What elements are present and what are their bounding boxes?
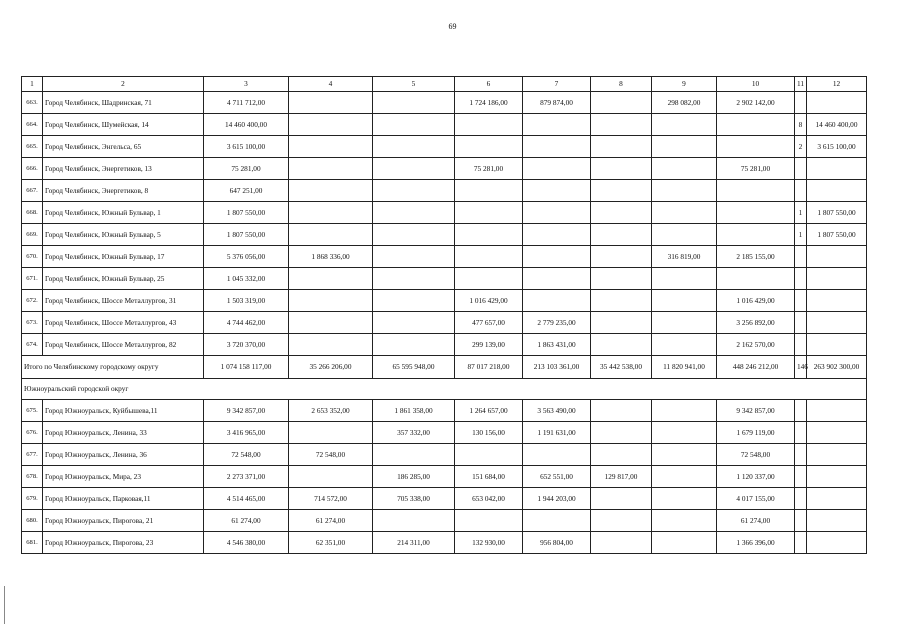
- value-cell-c3: 3 416 965,00: [204, 422, 289, 444]
- value-cell-c12: [807, 180, 867, 202]
- column-number-header: 9: [652, 77, 717, 92]
- value-cell-c9: [652, 290, 717, 312]
- table-row: [22, 334, 867, 356]
- table-row: [22, 444, 867, 466]
- total-value-c8: 35 442 538,00: [591, 356, 652, 379]
- value-cell-c10: [717, 224, 795, 246]
- housing-repair-table: [21, 76, 867, 554]
- column-number-header: 12: [807, 77, 867, 92]
- value-cell-c6: 1 724 186,00: [455, 92, 523, 114]
- value-cell-c3: 9 342 857,00: [204, 400, 289, 422]
- value-cell-c12: [807, 334, 867, 356]
- row-number: 669.: [22, 224, 43, 246]
- value-cell-c7: [523, 444, 591, 466]
- value-cell-c4: [289, 92, 373, 114]
- value-cell-c11: [795, 334, 807, 356]
- total-row: [22, 356, 867, 379]
- value-cell-c4: [289, 334, 373, 356]
- row-number: 679.: [22, 488, 43, 510]
- value-cell-c9: [652, 114, 717, 136]
- address-cell: Город Челябинск, Южный Бульвар, 1: [43, 202, 204, 224]
- value-cell-c8: 129 817,00: [591, 466, 652, 488]
- value-cell-c6: [455, 444, 523, 466]
- value-cell-c7: 879 874,00: [523, 92, 591, 114]
- value-cell-c6: [455, 114, 523, 136]
- value-cell-c12: [807, 488, 867, 510]
- column-number-header: 10: [717, 77, 795, 92]
- row-number: 670.: [22, 246, 43, 268]
- row-number: 681.: [22, 532, 43, 554]
- value-cell-c6: 653 042,00: [455, 488, 523, 510]
- value-cell-c9: [652, 532, 717, 554]
- value-cell-c9: [652, 400, 717, 422]
- value-cell-c7: [523, 268, 591, 290]
- row-number: 675.: [22, 400, 43, 422]
- address-cell: Город Челябинск, Шоссе Металлургов, 43: [43, 312, 204, 334]
- value-cell-c3: 14 460 400,00: [204, 114, 289, 136]
- value-cell-c5: [373, 246, 455, 268]
- value-cell-c5: [373, 510, 455, 532]
- value-cell-c6: 130 156,00: [455, 422, 523, 444]
- address-cell: Город Челябинск, Шумейская, 14: [43, 114, 204, 136]
- address-cell: Город Челябинск, Шадринская, 71: [43, 92, 204, 114]
- column-number-header: 4: [289, 77, 373, 92]
- row-number: 676.: [22, 422, 43, 444]
- value-cell-c4: 62 351,00: [289, 532, 373, 554]
- value-cell-c10: 1 016 429,00: [717, 290, 795, 312]
- value-cell-c7: 956 804,00: [523, 532, 591, 554]
- address-cell: Город Южноуральск, Пирогова, 23: [43, 532, 204, 554]
- value-cell-c9: [652, 312, 717, 334]
- row-number: 677.: [22, 444, 43, 466]
- table-row: [22, 224, 867, 246]
- value-cell-c12: [807, 532, 867, 554]
- value-cell-c11: [795, 158, 807, 180]
- value-cell-c9: [652, 268, 717, 290]
- row-number: 666.: [22, 158, 43, 180]
- value-cell-c8: [591, 224, 652, 246]
- value-cell-c10: 4 017 155,00: [717, 488, 795, 510]
- value-cell-c12: [807, 422, 867, 444]
- value-cell-c9: [652, 180, 717, 202]
- value-cell-c6: 477 657,00: [455, 312, 523, 334]
- value-cell-c8: [591, 488, 652, 510]
- total-value-c5: 65 595 948,00: [373, 356, 455, 379]
- value-cell-c5: [373, 312, 455, 334]
- address-cell: Город Южноуральск, Ленина, 33: [43, 422, 204, 444]
- table-body: [22, 77, 867, 554]
- value-cell-c6: 132 930,00: [455, 532, 523, 554]
- value-cell-c10: [717, 114, 795, 136]
- value-cell-c9: [652, 488, 717, 510]
- row-number: 671.: [22, 268, 43, 290]
- value-cell-c7: [523, 202, 591, 224]
- address-cell: Город Челябинск, Энгельса, 65: [43, 136, 204, 158]
- value-cell-c3: 4 546 380,00: [204, 532, 289, 554]
- row-number: 673.: [22, 312, 43, 334]
- value-cell-c8: [591, 510, 652, 532]
- value-cell-c9: [652, 224, 717, 246]
- total-value-c11: 146: [795, 356, 807, 379]
- value-cell-c11: [795, 466, 807, 488]
- table-row: [22, 180, 867, 202]
- value-cell-c5: 705 338,00: [373, 488, 455, 510]
- address-cell: Город Южноуральск, Ленина, 36: [43, 444, 204, 466]
- value-cell-c12: 14 460 400,00: [807, 114, 867, 136]
- value-cell-c10: [717, 268, 795, 290]
- value-cell-c11: [795, 268, 807, 290]
- value-cell-c6: 151 684,00: [455, 466, 523, 488]
- column-number-header: 3: [204, 77, 289, 92]
- value-cell-c8: [591, 268, 652, 290]
- address-cell: Город Челябинск, Энергетиков, 8: [43, 180, 204, 202]
- address-cell: Город Южноуральск, Парковая,11: [43, 488, 204, 510]
- value-cell-c7: [523, 510, 591, 532]
- value-cell-c9: [652, 466, 717, 488]
- table-row: [22, 488, 867, 510]
- value-cell-c8: [591, 158, 652, 180]
- value-cell-c3: 4 711 712,00: [204, 92, 289, 114]
- value-cell-c5: [373, 180, 455, 202]
- value-cell-c12: [807, 158, 867, 180]
- value-cell-c7: [523, 158, 591, 180]
- value-cell-c12: 3 615 100,00: [807, 136, 867, 158]
- value-cell-c10: 1 120 337,00: [717, 466, 795, 488]
- value-cell-c5: [373, 268, 455, 290]
- value-cell-c8: [591, 246, 652, 268]
- value-cell-c11: [795, 312, 807, 334]
- row-number: 672.: [22, 290, 43, 312]
- value-cell-c4: [289, 466, 373, 488]
- total-label: Итого по Челябинскому городскому округу: [22, 356, 204, 379]
- table-row: [22, 510, 867, 532]
- value-cell-c3: 1 045 332,00: [204, 268, 289, 290]
- value-cell-c9: [652, 422, 717, 444]
- row-number: 663.: [22, 92, 43, 114]
- total-value-c3: 1 074 158 117,00: [204, 356, 289, 379]
- table-row: [22, 532, 867, 554]
- value-cell-c7: [523, 290, 591, 312]
- value-cell-c5: 186 285,00: [373, 466, 455, 488]
- value-cell-c4: [289, 180, 373, 202]
- value-cell-c12: [807, 400, 867, 422]
- address-cell: Город Челябинск, Шоссе Металлургов, 31: [43, 290, 204, 312]
- value-cell-c3: 75 281,00: [204, 158, 289, 180]
- value-cell-c6: [455, 268, 523, 290]
- value-cell-c5: [373, 158, 455, 180]
- value-cell-c6: [455, 246, 523, 268]
- scan-mark: [4, 586, 5, 624]
- value-cell-c3: 1 807 550,00: [204, 202, 289, 224]
- column-number-header: 7: [523, 77, 591, 92]
- value-cell-c6: [455, 136, 523, 158]
- value-cell-c10: 1 679 119,00: [717, 422, 795, 444]
- address-cell: Город Южноуральск, Пирогова, 21: [43, 510, 204, 532]
- value-cell-c11: [795, 488, 807, 510]
- value-cell-c12: [807, 268, 867, 290]
- column-number-header: 5: [373, 77, 455, 92]
- table-row: [22, 158, 867, 180]
- value-cell-c4: 72 548,00: [289, 444, 373, 466]
- value-cell-c8: [591, 532, 652, 554]
- value-cell-c4: [289, 136, 373, 158]
- value-cell-c3: 1 807 550,00: [204, 224, 289, 246]
- value-cell-c4: [289, 268, 373, 290]
- address-cell: Город Челябинск, Южный Бульвар, 5: [43, 224, 204, 246]
- value-cell-c8: [591, 422, 652, 444]
- value-cell-c9: [652, 510, 717, 532]
- value-cell-c12: [807, 510, 867, 532]
- value-cell-c4: [289, 312, 373, 334]
- value-cell-c5: [373, 114, 455, 136]
- value-cell-c8: [591, 202, 652, 224]
- value-cell-c8: [591, 180, 652, 202]
- address-cell: Город Челябинск, Южный Бульвар, 17: [43, 246, 204, 268]
- value-cell-c8: [591, 136, 652, 158]
- value-cell-c11: 1: [795, 202, 807, 224]
- value-cell-c4: 1 868 336,00: [289, 246, 373, 268]
- table-row: [22, 114, 867, 136]
- value-cell-c11: 2: [795, 136, 807, 158]
- row-number: 668.: [22, 202, 43, 224]
- address-cell: Город Челябинск, Южный Бульвар, 25: [43, 268, 204, 290]
- value-cell-c11: 1: [795, 224, 807, 246]
- value-cell-c10: 2 902 142,00: [717, 92, 795, 114]
- value-cell-c3: 4 744 462,00: [204, 312, 289, 334]
- row-number: 667.: [22, 180, 43, 202]
- value-cell-c6: 299 139,00: [455, 334, 523, 356]
- row-number: 674.: [22, 334, 43, 356]
- value-cell-c4: [289, 422, 373, 444]
- value-cell-c7: 1 191 631,00: [523, 422, 591, 444]
- row-number: 678.: [22, 466, 43, 488]
- table-row: [22, 312, 867, 334]
- value-cell-c5: [373, 136, 455, 158]
- value-cell-c4: [289, 224, 373, 246]
- section-row: [22, 379, 867, 400]
- value-cell-c12: [807, 312, 867, 334]
- total-value-c6: 87 017 218,00: [455, 356, 523, 379]
- value-cell-c9: [652, 158, 717, 180]
- value-cell-c3: 61 274,00: [204, 510, 289, 532]
- address-cell: Город Южноуральск, Куйбышева,11: [43, 400, 204, 422]
- value-cell-c11: [795, 444, 807, 466]
- value-cell-c3: 3 720 370,00: [204, 334, 289, 356]
- value-cell-c9: [652, 136, 717, 158]
- value-cell-c12: [807, 444, 867, 466]
- value-cell-c7: [523, 180, 591, 202]
- value-cell-c9: 316 819,00: [652, 246, 717, 268]
- total-value-c10: 448 246 212,00: [717, 356, 795, 379]
- value-cell-c4: [289, 290, 373, 312]
- value-cell-c7: 2 779 235,00: [523, 312, 591, 334]
- value-cell-c12: [807, 466, 867, 488]
- value-cell-c12: 1 807 550,00: [807, 224, 867, 246]
- value-cell-c9: [652, 202, 717, 224]
- value-cell-c4: 61 274,00: [289, 510, 373, 532]
- value-cell-c4: [289, 158, 373, 180]
- value-cell-c4: 714 572,00: [289, 488, 373, 510]
- value-cell-c6: 75 281,00: [455, 158, 523, 180]
- address-cell: Город Челябинск, Шоссе Металлургов, 82: [43, 334, 204, 356]
- value-cell-c5: [373, 92, 455, 114]
- value-cell-c10: 9 342 857,00: [717, 400, 795, 422]
- value-cell-c7: [523, 114, 591, 136]
- value-cell-c7: 3 563 490,00: [523, 400, 591, 422]
- header-row: [22, 77, 867, 92]
- value-cell-c7: 1 944 203,00: [523, 488, 591, 510]
- table-row: [22, 268, 867, 290]
- value-cell-c12: [807, 290, 867, 312]
- value-cell-c8: [591, 444, 652, 466]
- table-row: [22, 92, 867, 114]
- value-cell-c3: 4 514 465,00: [204, 488, 289, 510]
- value-cell-c11: [795, 246, 807, 268]
- value-cell-c6: [455, 510, 523, 532]
- total-value-c9: 11 820 941,00: [652, 356, 717, 379]
- value-cell-c8: [591, 114, 652, 136]
- value-cell-c9: 298 082,00: [652, 92, 717, 114]
- value-cell-c6: 1 016 429,00: [455, 290, 523, 312]
- column-number-header: 8: [591, 77, 652, 92]
- value-cell-c5: 357 332,00: [373, 422, 455, 444]
- value-cell-c7: 652 551,00: [523, 466, 591, 488]
- value-cell-c5: 214 311,00: [373, 532, 455, 554]
- value-cell-c5: [373, 334, 455, 356]
- value-cell-c12: [807, 92, 867, 114]
- value-cell-c3: 3 615 100,00: [204, 136, 289, 158]
- value-cell-c4: [289, 114, 373, 136]
- table-row: [22, 422, 867, 444]
- value-cell-c10: 72 548,00: [717, 444, 795, 466]
- table-row: [22, 202, 867, 224]
- value-cell-c8: [591, 312, 652, 334]
- value-cell-c7: [523, 224, 591, 246]
- value-cell-c11: [795, 400, 807, 422]
- value-cell-c9: [652, 334, 717, 356]
- value-cell-c7: [523, 136, 591, 158]
- value-cell-c4: [289, 202, 373, 224]
- total-value-c7: 213 103 361,00: [523, 356, 591, 379]
- address-cell: Город Южноуральск, Мира, 23: [43, 466, 204, 488]
- value-cell-c5: [373, 224, 455, 246]
- value-cell-c10: 2 162 570,00: [717, 334, 795, 356]
- value-cell-c10: [717, 202, 795, 224]
- row-number: 680.: [22, 510, 43, 532]
- value-cell-c11: [795, 532, 807, 554]
- table-row: [22, 290, 867, 312]
- column-number-header: 2: [43, 77, 204, 92]
- value-cell-c8: [591, 290, 652, 312]
- address-cell: Город Челябинск, Энергетиков, 13: [43, 158, 204, 180]
- value-cell-c6: [455, 224, 523, 246]
- value-cell-c10: 2 185 155,00: [717, 246, 795, 268]
- table-row: [22, 136, 867, 158]
- value-cell-c11: [795, 180, 807, 202]
- total-value-c12: 263 902 300,00: [807, 356, 867, 379]
- value-cell-c8: [591, 334, 652, 356]
- value-cell-c10: 3 256 892,00: [717, 312, 795, 334]
- value-cell-c6: [455, 202, 523, 224]
- value-cell-c8: [591, 92, 652, 114]
- value-cell-c3: 2 273 371,00: [204, 466, 289, 488]
- value-cell-c5: 1 861 358,00: [373, 400, 455, 422]
- table-row: [22, 400, 867, 422]
- value-cell-c4: 2 653 352,00: [289, 400, 373, 422]
- column-number-header: 6: [455, 77, 523, 92]
- value-cell-c12: 1 807 550,00: [807, 202, 867, 224]
- table-row: [22, 466, 867, 488]
- table-row: [22, 246, 867, 268]
- value-cell-c10: 75 281,00: [717, 158, 795, 180]
- value-cell-c6: [455, 180, 523, 202]
- value-cell-c5: [373, 444, 455, 466]
- row-number: 665.: [22, 136, 43, 158]
- value-cell-c3: 5 376 056,00: [204, 246, 289, 268]
- value-cell-c9: [652, 444, 717, 466]
- value-cell-c7: [523, 246, 591, 268]
- value-cell-c3: 72 548,00: [204, 444, 289, 466]
- value-cell-c11: 8: [795, 114, 807, 136]
- value-cell-c5: [373, 202, 455, 224]
- row-number: 664.: [22, 114, 43, 136]
- value-cell-c10: [717, 136, 795, 158]
- value-cell-c12: [807, 246, 867, 268]
- section-title: Южноуральский городской округ: [22, 379, 867, 400]
- column-number-header: 1: [22, 77, 43, 92]
- total-value-c4: 35 266 206,00: [289, 356, 373, 379]
- value-cell-c7: 1 863 431,00: [523, 334, 591, 356]
- value-cell-c5: [373, 290, 455, 312]
- column-number-header: 11: [795, 77, 807, 92]
- value-cell-c10: [717, 180, 795, 202]
- value-cell-c3: 647 251,00: [204, 180, 289, 202]
- value-cell-c10: 61 274,00: [717, 510, 795, 532]
- value-cell-c10: 1 366 396,00: [717, 532, 795, 554]
- page-number: 69: [448, 22, 457, 31]
- value-cell-c6: 1 264 657,00: [455, 400, 523, 422]
- value-cell-c11: [795, 92, 807, 114]
- value-cell-c11: [795, 510, 807, 532]
- value-cell-c11: [795, 290, 807, 312]
- value-cell-c8: [591, 400, 652, 422]
- value-cell-c11: [795, 422, 807, 444]
- value-cell-c3: 1 503 319,00: [204, 290, 289, 312]
